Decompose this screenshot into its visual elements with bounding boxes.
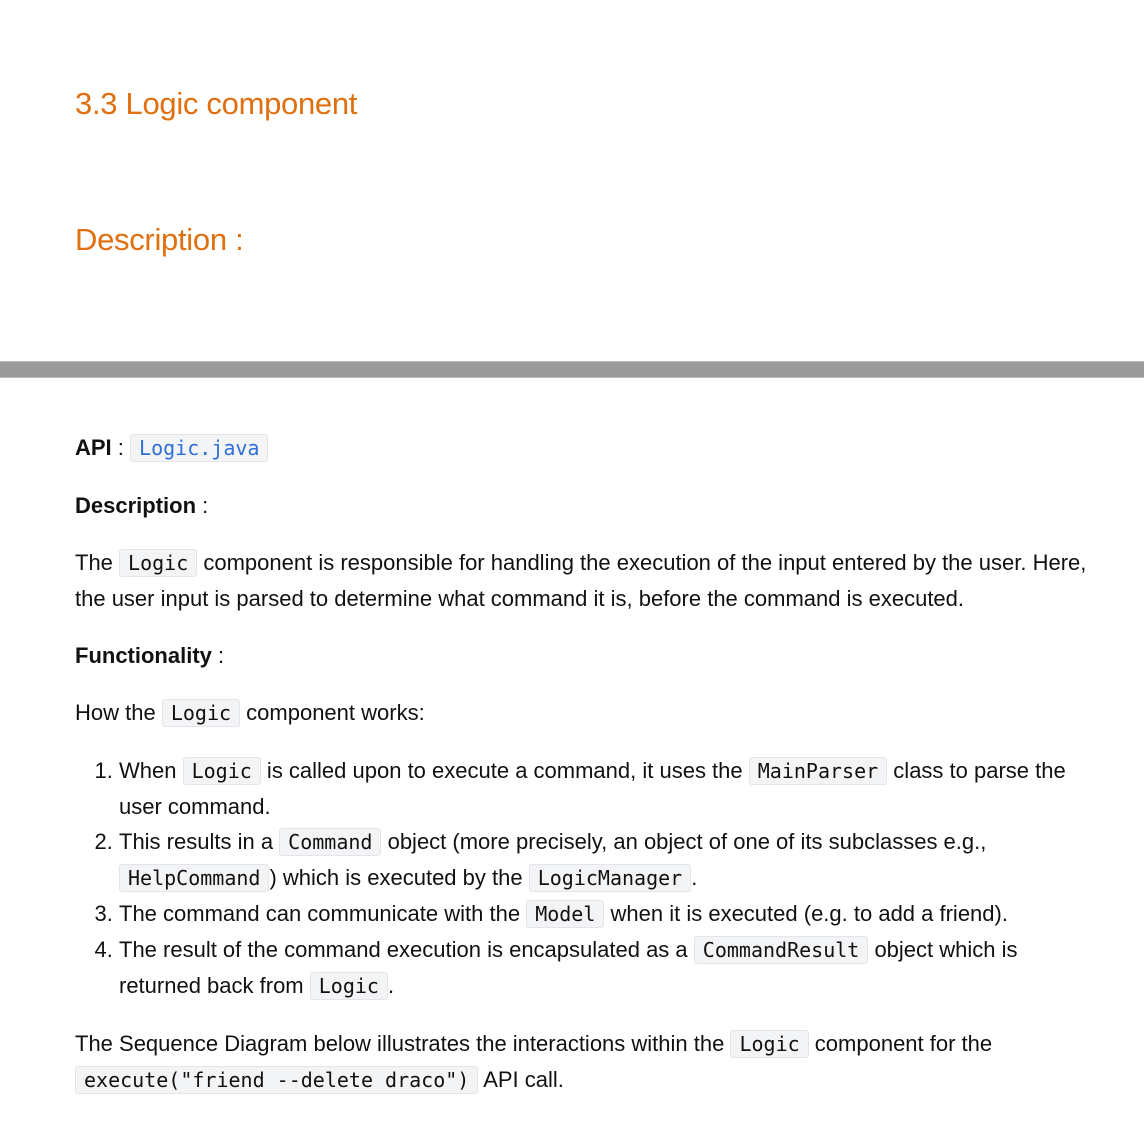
text: component is responsible for handling the execution of the input entered by the user. Here, the user input is parsed to determine what command it is, before the command is executed.: [75, 550, 1087, 611]
text: The Sequence Diagram below illustrates the interactions within the: [75, 1031, 731, 1056]
inline-code: Command: [279, 828, 381, 856]
text: component for the: [808, 1031, 993, 1056]
functionality-label: Functionality: [75, 643, 212, 668]
functionality-sep: :: [211, 643, 225, 668]
steps-list: [75, 753, 1095, 1004]
inline-code: MainParser: [749, 757, 887, 785]
text: when it is executed (e.g. to add a friend).: [604, 901, 1008, 926]
inline-code: Logic: [730, 1030, 808, 1058]
list-item: [119, 753, 1095, 824]
inline-code: Logic: [162, 699, 240, 727]
list-item: [119, 824, 1095, 896]
text: When: [119, 758, 183, 783]
text: The result of the command execution is encapsulated as a: [119, 937, 694, 962]
inline-code: Logic: [310, 972, 388, 1000]
description-heading: Description :: [75, 222, 244, 257]
inline-code: Model: [526, 900, 604, 928]
functionality-intro: [75, 695, 1095, 731]
content-body: [75, 430, 1095, 1120]
description-paragraph: [75, 545, 1095, 616]
text: object (more precisely, an object of one of its subclasses e.g.,: [381, 829, 987, 854]
inline-code: HelpCommand: [119, 864, 269, 892]
text: This results in a: [119, 829, 280, 854]
text: The command can communicate with the: [119, 901, 527, 926]
text: class to parse the user command.: [119, 758, 1066, 819]
text: ) which is executed by the: [269, 865, 529, 890]
text: .: [691, 865, 698, 890]
api-label: API: [75, 435, 112, 460]
text: object which is returned back from: [119, 937, 1018, 998]
inline-code: CommandResult: [694, 936, 869, 964]
api-line: [75, 430, 1095, 466]
text: component works:: [240, 700, 425, 725]
text: The: [75, 550, 120, 575]
horizontal-rule: [0, 361, 1144, 378]
sequence-paragraph: [75, 1026, 1095, 1098]
text: API call.: [478, 1067, 564, 1092]
description-label-line: [75, 488, 1095, 523]
inline-code: LogicManager: [529, 864, 692, 892]
list-item: [119, 932, 1095, 1004]
list-item: [119, 896, 1095, 932]
description-sep: :: [196, 493, 209, 518]
text: How the: [75, 700, 162, 725]
api-link[interactable]: Logic.java: [130, 434, 268, 462]
description-label: Description: [75, 493, 197, 518]
api-sep: :: [111, 435, 131, 460]
text: .: [387, 973, 395, 998]
inline-code: Logic: [119, 549, 197, 577]
section-heading: 3.3 Logic component: [75, 86, 358, 121]
inline-code: execute("friend --delete draco"): [75, 1066, 478, 1094]
inline-code: Logic: [183, 757, 261, 785]
functionality-label-line: [75, 638, 1095, 673]
text: is called upon to execute a command, it uses the: [260, 758, 749, 783]
